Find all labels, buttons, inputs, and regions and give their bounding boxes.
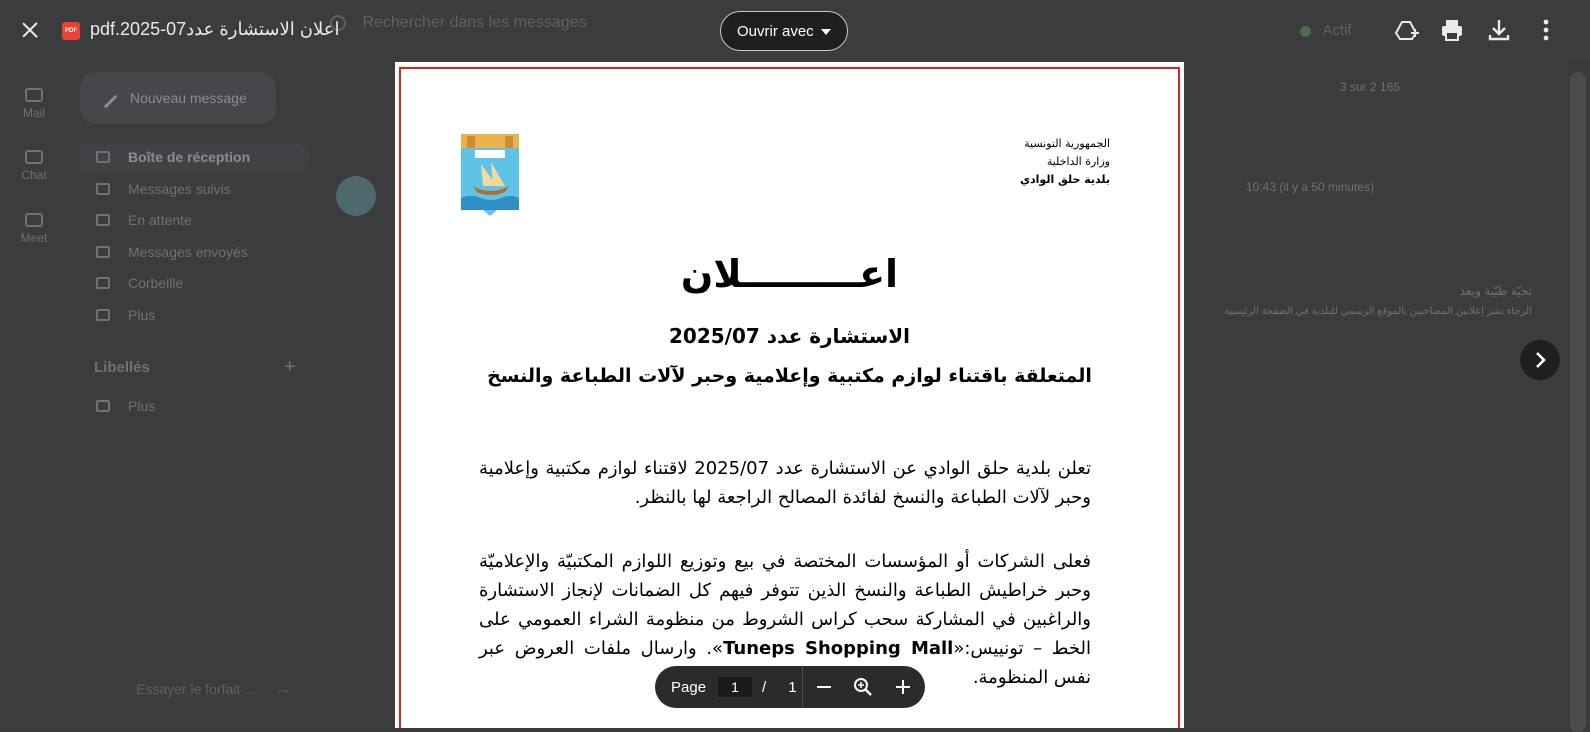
folder-label: Messages suivis: [128, 181, 231, 197]
paragraph-2-part-a: فعلى الشركات أو المؤسسات المختصة في بيع وتوزيع اللوازم المكتبيّة والإعلاميّة وحبر خراطيش الطباعة والنسخ الذين تتوفر فيهم كل الضمانات لإنجاز الاستشارة والراغبين في المشاركة سحب كراس الشروط من منظومة الشراء العمومي على الخط – تونييس:«: [479, 551, 1091, 659]
message-peek-line2: الرجاء نشر إعلانين المصاحبين بالموقع الرسمي للبلدية في الصفحة الرئيسية: [1224, 306, 1532, 317]
pdf-file-icon: PDF: [62, 22, 80, 40]
folder-label: Plus: [128, 307, 156, 323]
page-label: Page: [671, 678, 707, 696]
send-icon: [96, 246, 110, 258]
add-to-drive-icon[interactable]: [1392, 16, 1420, 44]
rail-mail: [0, 88, 68, 120]
trash-icon: [96, 277, 110, 289]
viewer-topbar: [0, 0, 1590, 60]
rail-meet-label: Meet: [20, 231, 48, 245]
star-icon: [96, 183, 110, 195]
open-with-button[interactable]: [720, 11, 848, 51]
rail-meet: [0, 213, 68, 245]
zoom-fit-icon[interactable]: [851, 675, 875, 699]
mail-icon: [25, 88, 43, 102]
paragraph-1: تعلن بلدية حلق الوادي عن الاستشارة عدد 2025/07 لاقتناء لوازم مكتبية وإعلامية وحبر لآلات الطباعة والنسخ لفائدة المصالح الراجعة لها بالنظر.: [479, 458, 1091, 508]
folder-more: [96, 307, 155, 323]
document-subtitle: الاستشارة عدد 2025/07: [669, 324, 910, 348]
gemini-prompt: [102, 678, 292, 699]
labels-heading: Libellés: [94, 359, 150, 376]
pagination-text: 3 sur 2 165: [1340, 80, 1401, 94]
chevron-down-icon: [96, 309, 110, 321]
scrollbar[interactable]: [1568, 60, 1590, 728]
more-vertical-icon[interactable]: [1532, 16, 1560, 44]
header-municipality: بلدية حلق الوادي: [1019, 173, 1110, 186]
page-total: 1: [788, 678, 797, 696]
page-highlight-border: [399, 67, 1180, 728]
labels-more-label: Plus: [128, 398, 156, 414]
folder-sent: [96, 244, 248, 260]
page-number-input[interactable]: 1: [718, 677, 752, 697]
search-placeholder: Rechercher dans les messages: [362, 14, 587, 31]
gemini-prompt-text: Essayer le forfait ...: [136, 681, 256, 697]
compose-button: [80, 72, 276, 124]
chevron-down-icon: [96, 400, 110, 412]
document-title: اعـــــــــلان: [680, 252, 899, 296]
folder-label: Messages envoyés: [128, 244, 248, 260]
clock-icon: [96, 214, 110, 226]
inbox-icon: [96, 151, 110, 163]
folder-label: Boîte de réception: [128, 149, 251, 165]
folder-starred: [96, 181, 231, 197]
add-label-icon: +: [284, 356, 296, 378]
zoom-out-icon[interactable]: [812, 675, 836, 699]
download-icon[interactable]: [1485, 16, 1513, 44]
open-with-label: Ouvrir avec: [737, 22, 814, 40]
chat-icon: [25, 150, 43, 164]
folder-label: En attente: [128, 212, 192, 228]
compose-label: Nouveau message: [130, 90, 247, 106]
print-icon[interactable]: [1438, 16, 1466, 44]
page-separator: /: [762, 678, 767, 696]
message-peek-line1: تحيّة طيّبة وبعد: [1459, 284, 1532, 298]
pager-divider: [802, 666, 803, 708]
rail-mail-label: Mail: [22, 106, 45, 120]
header-republic: الجمهورية التونسية: [1024, 137, 1110, 150]
rail-chat: [0, 150, 68, 182]
message-time: 10:43 (il y a 50 minutes): [1246, 180, 1375, 194]
file-title: اعلان الاستشارة عدد07-2025.pdf: [90, 19, 340, 39]
paragraph-2-part-b: ». وارسال ملفات العروض عبر نفس المنظومة.: [479, 638, 1091, 688]
zoom-in-icon[interactable]: [891, 675, 915, 699]
scrollbar-thumb[interactable]: [1570, 72, 1586, 732]
video-icon: [25, 213, 43, 227]
folder-inbox: [96, 149, 250, 165]
document-subtitle-2: المتعلقة باقتناء لوازم مكتبية وإعلامية وحبر لآلات الطباعة والنسخ: [487, 365, 1092, 387]
status-label: Actif: [1322, 22, 1352, 39]
avatar: [336, 176, 376, 216]
close-viewer-button[interactable]: [18, 18, 42, 42]
folder-label: Corbeille: [128, 275, 184, 291]
page-controls: [655, 666, 925, 708]
tuneps-name: Tuneps Shopping Mall: [723, 638, 954, 659]
folder-trash: [96, 275, 183, 291]
pencil-icon: [95, 86, 118, 109]
header-ministry: وزارة الداخلية: [1046, 155, 1110, 168]
caret-down-icon: [821, 29, 831, 35]
rail-chat-label: Chat: [21, 168, 47, 182]
next-file-button[interactable]: [1520, 340, 1560, 380]
arrow-right-icon: →: [273, 678, 292, 698]
labels-more: [96, 398, 155, 414]
folder-snoozed: [96, 212, 192, 228]
